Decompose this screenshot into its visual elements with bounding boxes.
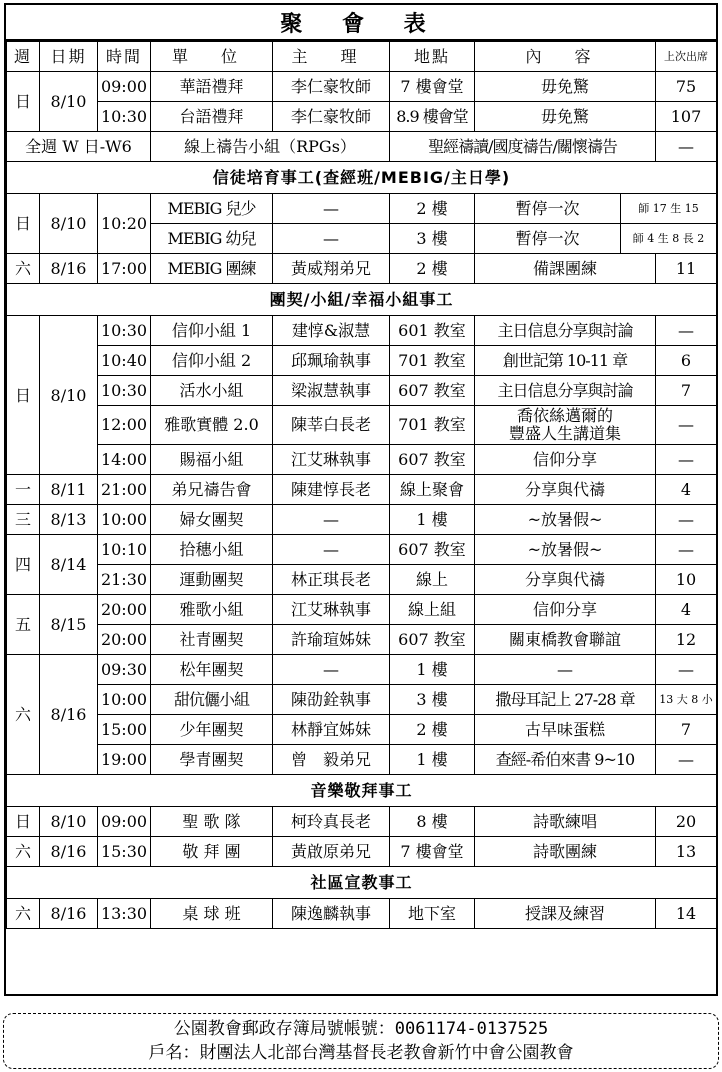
place-cell: 601 教室 [390,316,475,346]
place-cell: 線上聚會 [390,475,475,505]
place-cell: 607 教室 [390,625,475,655]
account-number-line: 公園教會郵政存簿局號帳號：0061174-0137525 [173,1019,549,1039]
table-row [7,715,717,745]
unit-cell: 桌 球 班 [151,899,273,929]
count-cell: 14 [656,899,717,929]
time-cell: 14:00 [98,445,151,475]
count-cell: 4 [656,475,717,505]
content-cell: 聖經禱讀/國度禱告/關懷禱告 [390,132,656,162]
content-cell: 信仰分享 [475,445,656,475]
time-cell: 21:00 [98,475,151,505]
table-row [7,595,717,625]
count-cell: — [656,445,717,475]
unit-cell: 賜福小組 [151,445,273,475]
table-row [7,625,717,655]
content-cell: 暫停一次 [475,194,621,224]
day-cell: 日 [7,807,40,837]
place-cell: 線上組 [390,595,475,625]
count-cell: 20 [656,807,717,837]
unit-cell: 聖 歌 隊 [151,807,273,837]
place-cell: 701 教室 [390,406,475,445]
section-title-music: 音樂敬拜事工 [7,775,717,807]
count-cell: 10 [656,565,717,595]
place-cell: 1 樓 [390,655,475,685]
unit-cell: 弟兄禱告會 [151,475,273,505]
time-cell: 10:30 [98,316,151,346]
date-cell: 8/15 [40,595,98,655]
count-cell: 12 [656,625,717,655]
section-title-community: 社區宣教事工 [7,867,717,899]
time-cell: 13:30 [98,899,151,929]
place-cell: 3 樓 [390,224,475,254]
header-row [7,42,717,72]
table-row [7,685,717,715]
count-cell: 師 17 生 15 [621,194,717,224]
table-row [7,505,717,535]
day-cell: 四 [7,535,40,595]
table-row [7,535,717,565]
place-cell: 地下室 [390,899,475,929]
unit-cell: 學青團契 [151,745,273,775]
date-cell: 8/16 [40,655,98,775]
leader-cell: 李仁豪牧師 [273,72,390,102]
leader-cell: 陳劭銓執事 [273,685,390,715]
header-unit: 單 位 [151,42,273,72]
section-row [7,775,717,807]
section-row [7,284,717,316]
day-cell: 三 [7,505,40,535]
count-cell: 7 [656,376,717,406]
content-cell: — [475,655,656,685]
count-cell: — [656,745,717,775]
place-cell: 8.9 樓會堂 [390,102,475,132]
unit-cell: 運動團契 [151,565,273,595]
table-row [7,807,717,837]
place-cell: 607 教室 [390,535,475,565]
time-cell: 17:00 [98,254,151,284]
header-content: 內 容 [475,42,656,72]
unit-cell: 婦女團契 [151,505,273,535]
place-cell: 2 樓 [390,715,475,745]
header-last-attendance: 上次出席 [656,42,717,72]
leader-cell: 柯玲真長老 [273,807,390,837]
leader-cell: 江艾琳執事 [273,595,390,625]
table-row [7,194,717,224]
section-title-education: 信徒培育事工(查經班/MEBIG/主日學) [7,162,717,194]
table-row [7,346,717,376]
content-cell: 授課及練習 [475,899,656,929]
content-cell: ~放暑假~ [475,505,656,535]
place-cell: 607 教室 [390,445,475,475]
place-cell: 1 樓 [390,505,475,535]
content-line: 豐盛人生講道集 [508,424,621,443]
count-cell: 107 [656,102,717,132]
date-cell: 8/10 [40,72,98,132]
table-row [7,102,717,132]
table-row [7,655,717,685]
place-cell: 607 教室 [390,376,475,406]
header-time: 時間 [98,42,151,72]
time-cell: 09:00 [98,72,151,102]
leader-cell: 邱珮瑜執事 [273,346,390,376]
place-cell: 7 樓會堂 [390,837,475,867]
day-cell: 日 [7,72,40,132]
leader-cell: 梁淑慧執事 [273,376,390,406]
time-cell: 15:00 [98,715,151,745]
day-cell: 六 [7,254,40,284]
day-cell: 六 [7,899,40,929]
table-row [7,445,717,475]
unit-cell: MEBIG 兒少 [151,194,273,224]
count-cell: 4 [656,595,717,625]
place-cell: 1 樓 [390,745,475,775]
leader-cell: 陳建惇長老 [273,475,390,505]
count-cell: 13 大 8 小 [656,685,717,715]
time-cell: 20:00 [98,595,151,625]
count-cell: 13 [656,837,717,867]
count-cell: 11 [656,254,717,284]
leader-cell: 許瑜瑄姊妹 [273,625,390,655]
content-cell: 詩歌練唱 [475,807,656,837]
time-cell: 12:00 [98,406,151,445]
place-cell: 3 樓 [390,685,475,715]
content-cell: 關東橋教會聯誼 [475,625,656,655]
table-row [7,406,717,445]
unit-cell: MEBIG 幼兒 [151,224,273,254]
day-cell: 日 [7,316,40,475]
header-place: 地點 [390,42,475,72]
time-cell: 19:00 [98,745,151,775]
period-cell: 全週 W 日-W6 [7,132,151,162]
leader-cell: — [273,535,390,565]
count-cell: — [656,655,717,685]
header-week: 週 [7,42,40,72]
content-cell: 查經-希伯來書 9~10 [475,745,656,775]
unit-cell: 華語禮拜 [151,72,273,102]
time-cell: 09:00 [98,807,151,837]
header-date: 日期 [40,42,98,72]
date-cell: 8/16 [40,837,98,867]
table-row [7,475,717,505]
unit-cell: 少年團契 [151,715,273,745]
account-name-line: 戶名：財團法人北部台灣基督長老教會新竹中會公園教會 [148,1043,574,1063]
time-cell: 10:00 [98,505,151,535]
date-cell: 8/14 [40,535,98,595]
content-cell: 暫停一次 [475,224,621,254]
content-cell: 主日信息分享與討論 [475,316,656,346]
table-row [7,316,717,346]
content-cell: 分享與代禱 [475,475,656,505]
leader-cell: — [273,505,390,535]
count-cell: — [656,406,717,445]
day-cell: 六 [7,837,40,867]
leader-cell: — [273,655,390,685]
leader-cell: 江艾琳執事 [273,445,390,475]
date-cell: 8/10 [40,316,98,475]
unit-cell: 信仰小組 2 [151,346,273,376]
time-cell: 10:20 [98,194,151,254]
leader-cell: 李仁豪牧師 [273,102,390,132]
count-cell: — [656,132,717,162]
content-cell: 毋免驚 [475,72,656,102]
time-cell: 15:30 [98,837,151,867]
content-cell: 毋免驚 [475,102,656,132]
unit-cell: 線上禱告小組（RPGs） [151,132,390,162]
place-cell: 2 樓 [390,194,475,224]
count-cell: — [656,505,717,535]
day-cell: 一 [7,475,40,505]
unit-cell: 拾穗小組 [151,535,273,565]
unit-cell: 雅歌小組 [151,595,273,625]
unit-cell: 活水小組 [151,376,273,406]
leader-cell: 黃威翔弟兄 [273,254,390,284]
leader-cell: 陳莘白長老 [273,406,390,445]
page-title: 聚 會 表 [6,5,716,41]
count-cell: 75 [656,72,717,102]
date-cell: 8/13 [40,505,98,535]
place-cell: 線上 [390,565,475,595]
count-cell: — [656,316,717,346]
content-cell: 撒母耳記上 27-28 章 [475,685,656,715]
content-cell: 備課團練 [475,254,656,284]
table-row [7,837,717,867]
day-cell: 五 [7,595,40,655]
leader-cell: 林靜宜姊妹 [273,715,390,745]
content-cell [475,406,656,445]
count-cell: 7 [656,715,717,745]
schedule-table [6,41,717,929]
table-row [7,132,717,162]
content-cell: 信仰分享 [475,595,656,625]
time-cell: 10:30 [98,376,151,406]
time-cell: 09:30 [98,655,151,685]
content-cell: ~放暑假~ [475,535,656,565]
table-row [7,899,717,929]
section-row [7,867,717,899]
section-title-fellowship: 團契/小組/幸福小組事工 [7,284,717,316]
content-cell: 詩歌團練 [475,837,656,867]
unit-cell: 信仰小組 1 [151,316,273,346]
table-row [7,565,717,595]
time-cell: 20:00 [98,625,151,655]
unit-cell: 敬 拜 團 [151,837,273,867]
leader-cell: — [273,224,390,254]
time-cell: 10:00 [98,685,151,715]
place-cell: 701 教室 [390,346,475,376]
content-cell: 分享與代禱 [475,565,656,595]
date-cell: 8/10 [40,194,98,254]
header-leader: 主 理 [273,42,390,72]
bank-account-footer [3,1013,719,1069]
leader-cell: 黃啟原弟兄 [273,837,390,867]
table-row [7,745,717,775]
time-cell: 10:10 [98,535,151,565]
leader-cell: — [273,194,390,224]
unit-cell: 台語禮拜 [151,102,273,132]
place-cell: 7 樓會堂 [390,72,475,102]
unit-cell: MEBIG 團練 [151,254,273,284]
count-cell: 師 4 生 8 長 2 [621,224,717,254]
leader-cell: 建惇&淑慧 [273,316,390,346]
content-cell: 古早味蛋糕 [475,715,656,745]
unit-cell: 社青團契 [151,625,273,655]
date-cell: 8/10 [40,807,98,837]
date-cell: 8/16 [40,899,98,929]
time-cell: 10:40 [98,346,151,376]
time-cell: 21:30 [98,565,151,595]
count-cell: 6 [656,346,717,376]
place-cell: 8 樓 [390,807,475,837]
count-cell: — [656,535,717,565]
day-cell: 六 [7,655,40,775]
content-cell: 主日信息分享與討論 [475,376,656,406]
unit-cell: 甜伉儷小組 [151,685,273,715]
leader-cell: 林正琪長老 [273,565,390,595]
day-cell: 日 [7,194,40,254]
section-row [7,162,717,194]
leader-cell: 陳逸麟執事 [273,899,390,929]
date-cell: 8/16 [40,254,98,284]
meeting-schedule [4,3,718,996]
content-cell: 創世記第 10-11 章 [475,346,656,376]
table-row [7,72,717,102]
leader-cell: 曾 毅弟兄 [273,745,390,775]
time-cell: 10:30 [98,102,151,132]
unit-cell: 雅歌實體 2.0 [151,406,273,445]
content-line: 喬依絲邁爾的 [516,406,613,425]
table-row [7,376,717,406]
date-cell: 8/11 [40,475,98,505]
place-cell: 2 樓 [390,254,475,284]
table-row [7,254,717,284]
unit-cell: 松年團契 [151,655,273,685]
